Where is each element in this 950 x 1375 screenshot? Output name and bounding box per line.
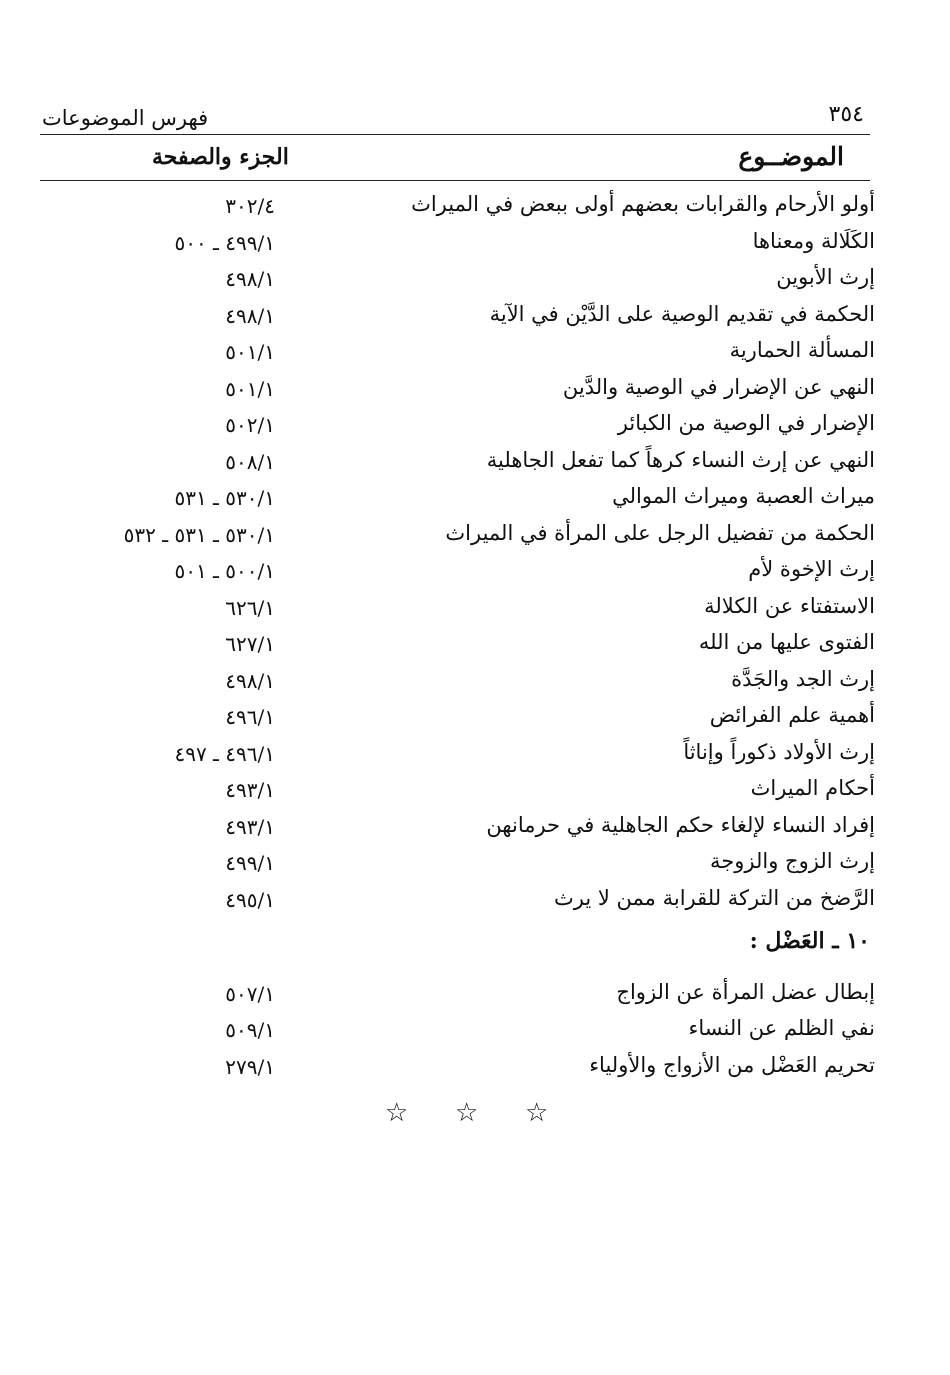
entry-topic: إرث الجد والجَدَّة	[731, 667, 875, 691]
entry-topic: أحكام الميراث	[750, 776, 875, 800]
entry-reference: ٥٠٠/١ ـ ٥٠١	[174, 559, 275, 583]
entry-reference: ٤٩٥/١	[225, 888, 275, 912]
entry-topic: إبطال عضل المرأة عن الزواج	[616, 980, 875, 1004]
index-entry	[40, 521, 875, 557]
entry-topic: إرث الزوج والزوجة	[710, 849, 875, 873]
entry-topic: تحريم العَضْل من الأزواج والأولياء	[589, 1053, 875, 1077]
entry-reference: ٤٩٣/١	[225, 778, 275, 802]
entry-reference: ٥٠٩/١	[225, 1018, 275, 1042]
entry-topic: إفراد النساء لإلغاء حكم الجاهلية في حرمانهن	[486, 813, 875, 837]
entry-reference: ٥٠١/١	[225, 340, 275, 364]
entry-topic: إرث الأولاد ذكوراً وإناثاً	[683, 740, 875, 764]
index-entry	[40, 557, 875, 593]
index-entry	[40, 667, 875, 703]
entry-topic: الاستفتاء عن الكلالة	[704, 594, 875, 618]
entry-reference: ٢٧٩/١	[225, 1055, 275, 1079]
page-header	[40, 100, 870, 135]
entry-topic: النهي عن إرث النساء كرهاً كما تفعل الجاهلية	[486, 448, 875, 472]
entry-reference: ٤٩٩/١	[225, 851, 275, 875]
entry-reference: ٥٣٠/١ ـ ٥٣١ ـ ٥٣٢	[123, 523, 275, 547]
column-header-topic: الموضــوع	[738, 142, 844, 171]
entry-reference: ٥٠٧/١	[225, 982, 275, 1006]
entry-reference: ٣٠٢/٤	[225, 194, 275, 218]
entry-reference: ٦٢٦/١	[225, 596, 275, 620]
entry-topic: نفي الظلم عن النساء	[688, 1016, 875, 1040]
entry-topic: ميراث العصبة وميراث الموالي	[612, 484, 875, 508]
column-headers	[40, 140, 870, 181]
column-header-reference: الجزء والصفحة	[152, 144, 289, 170]
entry-topic: الحكمة في تقديم الوصية على الدَّيْن في الآية	[489, 302, 875, 326]
index-entry	[40, 265, 875, 301]
index-entry	[40, 849, 875, 885]
entry-reference: ٤٩٦/١	[225, 705, 275, 729]
index-entry	[40, 484, 875, 520]
entry-reference: ٥٠٢/١	[225, 413, 275, 437]
index-entry	[40, 1016, 875, 1052]
index-entry	[40, 813, 875, 849]
entry-topic: أولو الأرحام والقرابات بعضهم أولى ببعض في الميراث	[411, 192, 875, 216]
entry-topic: الحكمة من تفضيل الرجل على المرأة في الميراث	[445, 521, 875, 545]
entry-reference: ٥٣٠/١ ـ ٥٣١	[174, 486, 275, 510]
entry-reference: ٤٩٨/١	[225, 669, 275, 693]
index-entry	[40, 703, 875, 739]
entry-topic: الكَلَالة ومعناها	[752, 229, 875, 253]
index-entry	[40, 886, 875, 922]
index-entry	[40, 630, 875, 666]
index-entry	[40, 302, 875, 338]
entry-reference: ٤٩٨/١	[225, 304, 275, 328]
running-title: فهرس الموضوعات	[42, 106, 209, 130]
entry-reference: ٥٠١/١	[225, 377, 275, 401]
index-entry	[40, 192, 875, 228]
entry-topic: النهي عن الإضرار في الوصية والدَّين	[562, 375, 875, 399]
star-icon: ☆	[385, 1098, 409, 1128]
entry-reference: ٤٩٩/١ ـ ٥٠٠	[174, 231, 275, 255]
entry-topic: أهمية علم الفرائض	[709, 703, 875, 727]
star-icon: ☆	[525, 1098, 549, 1128]
page-number: ٣٥٤	[828, 102, 864, 127]
index-entry	[40, 229, 875, 265]
index-entry	[40, 448, 875, 484]
entry-topic: المسألة الحمارية	[729, 338, 875, 362]
index-entry	[40, 594, 875, 630]
entry-topic: إرث الأبوين	[776, 265, 875, 289]
index-entry	[40, 776, 875, 812]
entry-reference: ٥٠٨/١	[225, 450, 275, 474]
index-entry	[40, 375, 875, 411]
index-entry	[40, 740, 875, 776]
index-entry	[40, 980, 875, 1016]
entry-topic: الفتوى عليها من الله	[698, 630, 875, 654]
entry-reference: ٤٩٦/١ ـ ٤٩٧	[174, 742, 275, 766]
index-entry	[40, 1053, 875, 1089]
star-icon: ☆	[455, 1098, 479, 1128]
entry-reference: ٤٩٣/١	[225, 815, 275, 839]
entry-reference: ٦٢٧/١	[225, 632, 275, 656]
section-heading: ١٠ ـ العَضْل :	[749, 928, 870, 954]
entry-topic: الإضرار في الوصية من الكبائر	[617, 411, 875, 435]
index-entry	[40, 338, 875, 374]
entry-topic: إرث الإخوة لأم	[748, 557, 875, 581]
end-ornament	[385, 1098, 560, 1128]
index-entry	[40, 411, 875, 447]
entry-topic: الرَّضخ من التركة للقرابة ممن لا يرث	[554, 886, 875, 910]
entry-reference: ٤٩٨/١	[225, 267, 275, 291]
